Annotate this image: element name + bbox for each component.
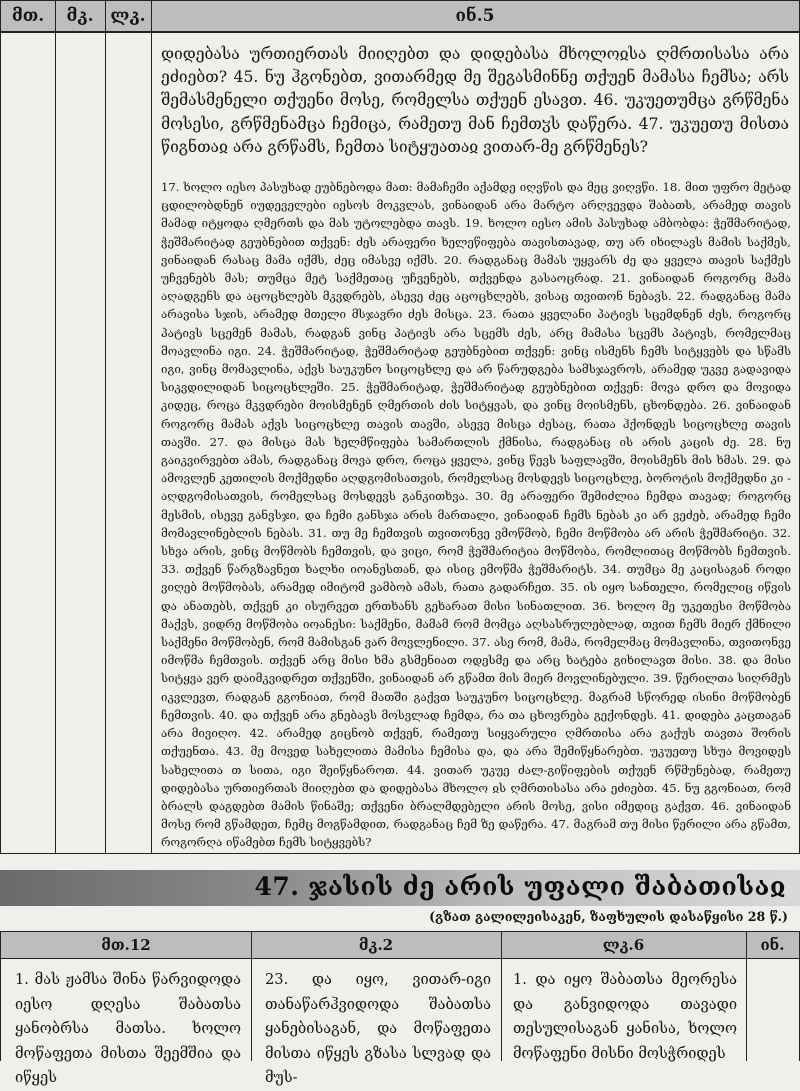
matthew-text: 1. მას ჟამსა შინა წარვიდოდა იესო დღესა შაბათსა ყანობრსა მათსა. ხოლო მოწაფეთა მისთა შეემშია და იწყეს bbox=[15, 971, 241, 1086]
column-header-matthew: მთ.12 bbox=[101, 936, 151, 954]
column-header-mark: მკ. bbox=[66, 6, 94, 26]
column-divider bbox=[151, 1, 152, 853]
gospel-table-bottom bbox=[0, 931, 800, 1086]
column-header-matthew: მთ. bbox=[11, 6, 45, 26]
john-modern-georgian-text: 17. ხოლო იესო პასუხად ეუბნებოდა მათ: მამაჩემი აქამდე იღვწის და მეც ვიღვწი. 18. მით უფრო მეტად ცდილობდნენ იუდეველები იესოს მოკვლას, ვინაიდან არა მარტო არღვევდა შაბათს, არამედ თავის მამად იტყოდა ღმერთს და მას უტოლებდა თავს. 19. ხოლო იესო ამის პასუხად ამბობდა: ჭეშმარიტად, ჭეშმარიტად გეუბნებით თქვენ: ძეს არაფერი ხელეწიფება თავისთავად, თუ არ იხილავს მამის საქმეს, ვინაიდან რასაც მამა იქმს, ძეც იმასვე იქმს. 20. რადგანაც მამას უყვარს ძე და ყველა თავის საქმეს უჩვენებს მას; თუმცა მეტ საქმეთაც უჩვენებს, თქვენდა გასაოცრად. 21. ვინაიდან როგორც მამა აღადგენს და აცოცხლებს მკვდრებს, ასევე ძეც აცოცხლებს, ვისაც თვითონ ნებავს. 22. რადგანაც მამა არავისა სჯის, არამედ მთელი მსჯავრი ძეს მისცა. 23. რათა ყველანი პატივს სცემდნენ ძეს, როგორც პატივს სცემენ მამას, რადგან ვინც პატივს არა სცემს ძეს, არც მამასა სცემს პატივს, რომელმაც მოავლინა იგი. 24. ჭეშმარიტად, ჭეშმარიტად გეუბნებით თქვენ: ვინც ისმენს ჩემს სიტყვებს და სწამს იგი, ვინც მომავლინა, აქვს საუკუნო სიცოცხლე და არ წარუდგება სამსჯავროს, არამედ უკვე გადავიდა სიკვდილიდან სიცოცხლეში. 25. ჭეშმარიტად, ჭეშმარიტად გეუბნებით თქვენ: მოვა დრო და მოვიდა კიდეც, როცა მკვდრები მოისმენენ ღმერთის ძის სიტყვას, და ვინც მოისმენს, ცხონდება. 26. ვინაიდან როგორც მამას აქვს სიცოცხლე თავის თავში, ასევე მისცა ძესაც, რათა ჰქონდეს სიცოცხლე თავის თავში. 27. და მისცა მას ხელმწიფება სამართლის ქმნისა, რადგანაც ის არის კაცის ძე. 28. ნუ გაიკვირვებთ ამას, რადგანაც მოვა დრო, როცა ყველა, ვინც წევს საფლავში, მოისმენს მის ხმას. 29. და ამოვლენ კეთილის მოქმედნი აღდგომისათვის, რომელსაც მოსდევს სიცოცხლე, ბოროტის მოქმედნი კი - აღდგომისათვის, რომელსაც მოსდევს განკითხვა. 30. მე არაფერი შემიძლია ჩემდა თავად; როგორც მესმის, ისევე განვსჯი, და ჩემი განსჯა არის მართალი, ვინაიდან ჩემს ნებას კი არ ვეძებ, არამედ ჩემი მომავლინებლის ნებას. 31. თუ მე ჩემთვის თვითონვე ვმოწმობ, ჩემი მოწმობა არ არის ჭეშმარიტი. 32. სხვა არის, ვინც მოწმობს ჩემთვის, და ვიცი, რომ ჭეშმარიტია მოწმობა, რომლითაც მოწმობს ჩემთვის. 33. თქვენ წარგზავნეთ ხალხი იოანესთან, და ისიც ემოწმა ჭეშმარიტს. 34. თუმცა მე კაცისაგან როდი ვიღებ მოწმობას, არამედ იმიტომ ვამბობ ამას, რათა გადარჩეთ. 35. ის იყო სანთელი, რომელიც იწვის და ანათებს, თქვენ კი ისურვეთ ერთხანს გეხარათ მისი სინათლით. 36. ხოლო მე უკეთესი მოწმობა მაქვს, ვიდრე მოწმობა იოანესი: საქმენი, მამამ რომ მომცა აღსასრულებლად, თვით ჩემს მიერ ქმნილი საქმენი მოწმობენ, რომ მამისგან ვარ მოვლენილი. 37. ასე რომ, მამა, რომელმაც მომავლინა, თვითონვე იმოწმა ჩემთვის. თქვენ არც მისი ხმა გსმენიათ ოდესმე და არც ხატება გიხილავთ მისი. 38. და მისი სიტყვა ვერ დაიმკვიდრეთ თქვენში, ვინაიდან არ გწამთ მის მიერ მოვლინებული. 39. წერილთა სიღრმეს იკვლევთ, რადგან გგონიათ, რომ მათში გაქვთ საუკუნო სიცოცხლე. მაგრამ სწორედ ისინი მოწმობენ ჩემთვის. 40. და თქვენ არა გნებავს მოსვლად ჩემდა, რა თა ცხოვრება გექონდეს. 41. დიდება კაცთაგან არა მივიღო. 42. არამედ გიცნობ თქვენ, რამეთუ სიყვარული ღმრთისა არა გაქუს თავთა შორის თქუენთა. 43. მე მოვედ სახელითა მამისა ჩემისა და, და არა შემიწყნარებთ. უკუეთუ სხუა მოვიდეს სახელითა თ სითა, იგი შეიწყნაროთ. 44. ვითარ უკუე ძალ-გიწიფების თქუენ რწმუნებად, რამეთუ დიდებასა ურთიერთას მიიღებთ და დიდებასა მხოლო ჲს ღმრთისასა არა ეძიებთ. 45. ნუ გგონიათ, რომ ბრალს დაგდებთ მამის წინაშე; თქვენი ბრალმდებელი არის მოსე, ვისი იმედიც გაქვთ. 46. ვინაიდან მოსე რომ გწამდეთ, ჩემც მოგწამდით, რადგანაც ჩემ ზე დაწერა. 47. მაგრამ თუ მისი წერილი არა გწამთ, როგორღა იწამებთ ჩემს სიტყვებს? bbox=[161, 180, 791, 850]
column-header-john: ინ.5 bbox=[455, 6, 495, 26]
mark-text: 23. და იყო, ვითარ-იგი თანაწარჰვიდოდა შაბათსა ყანებისაგან, და მოწაფეთა მისთა იწყეს გზასა სლვად და მუს- bbox=[265, 971, 491, 1086]
luke-text: 1. და იყო შაბათსა მეორესა და განვიდოდა თავადი თესულისაგან ყანისა, ხოლო მოწაფენი მისნი მოსჭრიდეს bbox=[513, 971, 737, 1062]
section-subtitle: (გზათ გალილეისაკენ, ზაფხულის დასაწყისი 28 წ.) bbox=[429, 909, 788, 924]
john-old-georgian-text: დიდებასა ურთიერთას მიიღებთ და დიდებასა მხოლოჲსა ღმრთისასა არა ეძიებთ? 45. ნუ ჰგონებთ, ვითარმედ მე შეგასმინნე თქუენ მამასა ჩემსა; არს შემასმენელი თქუენი მოსე, რომელსა თქუენ ესავთ. 46. უკუეთუმცა გრწმენა მოსესი, გრწმენამცა ჩემიცა, რამეთუ მან ჩემთჳს დაწერა. 47. უკუეთუ მისთა წიგნთაჲ არა გრწამს, ჩემთა სიტყუათაჲ ვითარ-მე გრწმენეს? bbox=[161, 45, 789, 156]
section-title: 47. ჯასის ძე არის უფალი შაბათისაჲ bbox=[254, 872, 786, 901]
column-header-mark: მკ.2 bbox=[358, 936, 394, 954]
column-divider bbox=[105, 1, 106, 853]
column-header-luke: ლკ.6 bbox=[602, 936, 645, 954]
column-divider bbox=[251, 932, 252, 1061]
column-divider bbox=[746, 932, 747, 1061]
column-header-luke: ლკ. bbox=[110, 6, 146, 26]
column-header-john: ინ. bbox=[760, 936, 785, 954]
column-divider bbox=[501, 932, 502, 1061]
column-divider bbox=[55, 1, 56, 853]
section-title-band bbox=[0, 870, 800, 906]
table-header-row bbox=[1, 1, 799, 33]
bottom-table-header-row bbox=[1, 932, 799, 959]
